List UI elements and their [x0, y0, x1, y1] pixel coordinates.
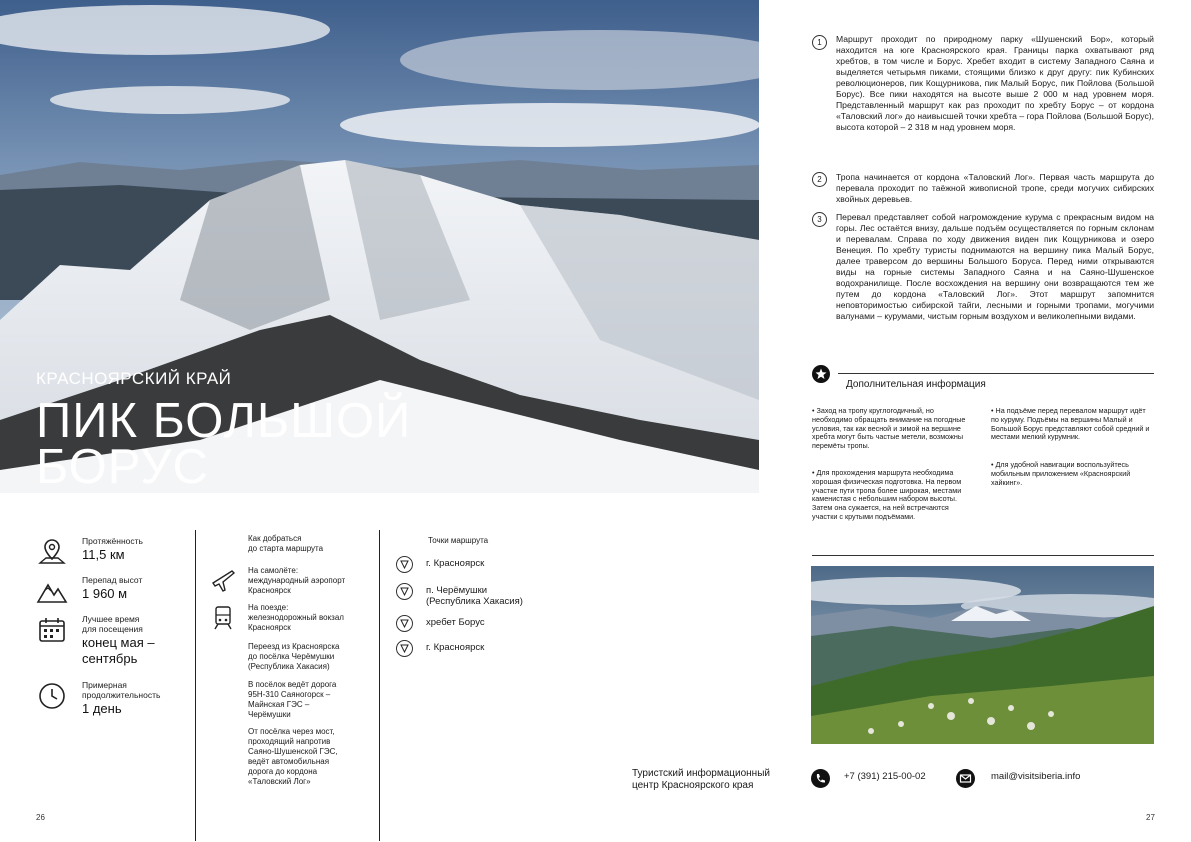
email-icon [956, 769, 975, 788]
train-icon [210, 604, 236, 630]
valley-photo [811, 566, 1154, 744]
route-point [396, 615, 485, 632]
route-point [396, 640, 484, 657]
route-point-label: г. Красноярск [426, 558, 485, 569]
divider [838, 373, 1154, 374]
info-bullet: • Для прохождения маршрута необходима хорошая физическая подготовка. На первом участке пути тропа более широкая, местами каменистая с небольшим набором высоты. Затем она сужается, на ней встречаются участки с крутыми подъёмами. [812, 468, 962, 521]
route-point [396, 583, 523, 607]
description-paragraph: Маршрут проходит по природному парку «Шушенский Бор», который находится на юге Красноярского края. Границы парка охватывают ряд хребтов, в том числе и Борус. Хребет входит в систему Западного Саяна и выделяется четырьмя пиками, стоящими близко к друг другу: пик Кубинских революционеров, пик Кощурникова, пик Малый Борус, пик Пойлова (Большой Борус). Все пики находятся на высоте выше 2 000 м над уровнем моря. Представленный маршрут как раз проходит по хребту Борус – от кордона «Таловский лог» до наивысшей точки хребта – гора Пойлова (Большой Борус), высота которой – 2 318 м над уровнем моря. [836, 34, 1154, 132]
waypoint-icon [396, 556, 413, 573]
howto-drive-1: Переезд из Красноярска до посёлка Черёмушки (Республика Хакасия) [248, 642, 340, 671]
howto-drive-2: В посёлок ведёт дорога 95Н-310 Саяногорск – Майнская ГЭС – Черёмушки [248, 680, 337, 719]
column-divider [195, 530, 196, 841]
tourist-center-label: Туристский информационный центр Красноярского края [632, 768, 770, 791]
stat-value: 1 день [82, 701, 122, 716]
paragraph-number: 3 [812, 212, 827, 227]
howto-heading: Как добраться до старта маршрута [248, 534, 324, 553]
mountains-icon [36, 575, 68, 607]
calendar-icon [36, 614, 68, 646]
route-point-label: г. Красноярск [426, 642, 485, 653]
airplane-icon [210, 566, 236, 592]
divider [812, 555, 1154, 556]
howto-train: На поезде: железнодорожный вокзал Красноярск [248, 603, 344, 632]
phone-icon [811, 769, 830, 788]
star-icon [812, 365, 830, 383]
route-point-label: хребет Борус [426, 617, 485, 628]
stat-label: Лучшее время для посещения [82, 614, 143, 634]
page-number-left: 26 [36, 813, 45, 822]
stat-length [36, 536, 143, 568]
stat-value: 1 960 м [82, 586, 128, 601]
email-link[interactable]: mail@visitsiberia.info [991, 771, 1081, 782]
stat-season [36, 614, 155, 667]
additional-info-heading: Дополнительная информация [846, 379, 986, 390]
stat-value: конец мая – сентябрь [82, 635, 155, 666]
stat-label: Протяжённость [82, 536, 143, 546]
stat-label: Перепад высот [82, 575, 143, 585]
description-paragraph: Перевал представляет собой нагромождение курума с прекрасным видом на горы. Лес остаётся внизу, дальше подъём осуществляется по горным склонам и перевалам. Справа по ходу движения виден пик Кощурникова и озеро Венеция. По хребту туристы поднимаются на вершину пика Малый Борус, далее траверсом до вершины Большого Боруса. Перед ними открываются виды на горные системы Западного Саяна и на Саяно-Шушенское водохранилище. После восхождения на вершину они возвращаются тем же путем до кордона «Таловский Лог». Этот маршрут запомнится неповторимостью сибирской тайги, лесными и горными тропами, могучими валунами – курумами, чистым горным воздухом и великолепными видами. [836, 212, 1154, 321]
paragraph-number: 1 [812, 35, 827, 50]
waypoint-icon [396, 615, 413, 632]
column-divider [379, 530, 380, 841]
stat-value: 11,5 км [82, 547, 125, 562]
info-bullet: • Заход на тропу круглогодичный, но необходимо обращать внимание на погодные условия, так как весной и зимой на вершине хребта могут быть частые метели, возможны перемёты тропы. [812, 406, 966, 451]
map-pin-icon [36, 536, 68, 568]
howto-drive-3: От посёлка через мост, проходящий напротив Саяно-Шушенской ГЭС, ведёт автомобильная дорога до кордона «Таловский Лог» [248, 727, 338, 786]
info-bullet: • На подъёме перед перевалом маршрут идёт по куруму. Подъёмы на вершины Малый и Большой Борус представляют собой средний и местами мелкий курумник. [991, 406, 1150, 442]
route-heading: Точки маршрута [428, 536, 489, 545]
page-number-right: 27 [1146, 813, 1155, 822]
info-bullet: • Для удобной навигации воспользуйтесь мобильным приложением «Красноярский хайкинг». [991, 460, 1131, 487]
stat-duration [36, 680, 160, 717]
howto-plane: На самолёте: международный аэропорт Красноярск [248, 566, 346, 595]
stat-elevation [36, 575, 142, 607]
route-point-label: п. Черёмушки (Республика Хакасия) [426, 585, 523, 607]
clock-icon [36, 680, 68, 712]
description-paragraph: Тропа начинается от кордона «Таловский Лог». Первая часть маршрута до перевала проходит по таёжной живописной тропе, среди могучих сибирских хвойных деревьев. [836, 172, 1154, 204]
waypoint-icon [396, 583, 413, 600]
waypoint-icon [396, 640, 413, 657]
page-title: ПИК БОЛЬШОЙ БОРУС [36, 394, 412, 494]
phone-number[interactable]: +7 (391) 215-00-02 [844, 771, 926, 782]
stat-label: Примерная продолжительность [82, 680, 161, 700]
region-label: КРАСНОЯРСКИЙ КРАЙ [36, 369, 232, 388]
route-point [396, 556, 484, 573]
paragraph-number: 2 [812, 172, 827, 187]
